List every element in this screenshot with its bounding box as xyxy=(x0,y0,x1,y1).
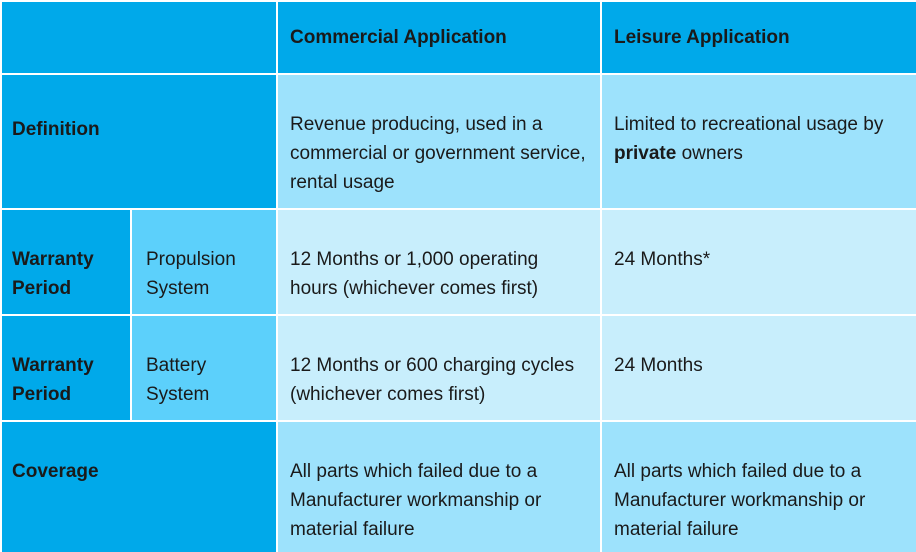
propulsion-leisure: 24 Months* xyxy=(601,209,916,315)
definition-leisure xyxy=(601,74,916,209)
header-leisure: Leisure Application xyxy=(601,1,916,74)
table-row-coverage xyxy=(1,421,916,552)
row-label-definition: Definition xyxy=(1,74,277,209)
row-label-warranty-period: Warranty Period xyxy=(1,209,131,315)
row-sublabel-battery: Battery System xyxy=(131,315,277,421)
definition-leisure-text-2: owners xyxy=(676,143,743,164)
table-row-definition xyxy=(1,74,916,209)
row-label-coverage: Coverage xyxy=(1,421,277,552)
definition-leisure-text-1: Limited to recreational usage by xyxy=(614,114,884,135)
table-row-battery xyxy=(1,315,916,421)
coverage-leisure: All parts which failed due to a Manufacturer workmanship or material failure xyxy=(601,421,916,552)
definition-commercial: Revenue producing, used in a commercial or government service, rental usage xyxy=(277,74,601,209)
coverage-commercial: All parts which failed due to a Manufacturer workmanship or material failure xyxy=(277,421,601,552)
row-label-warranty-period: Warranty Period xyxy=(1,315,131,421)
header-commercial: Commercial Application xyxy=(277,1,601,74)
propulsion-commercial: 12 Months or 1,000 operating hours (whichever comes first) xyxy=(277,209,601,315)
definition-leisure-emphasis: private xyxy=(614,143,677,164)
table-row-propulsion xyxy=(1,209,916,315)
header-blank-cell xyxy=(1,1,277,74)
battery-leisure: 24 Months xyxy=(601,315,916,421)
battery-commercial: 12 Months or 600 charging cycles (whichever comes first) xyxy=(277,315,601,421)
header-row xyxy=(1,1,916,74)
row-sublabel-propulsion: Propulsion System xyxy=(131,209,277,315)
